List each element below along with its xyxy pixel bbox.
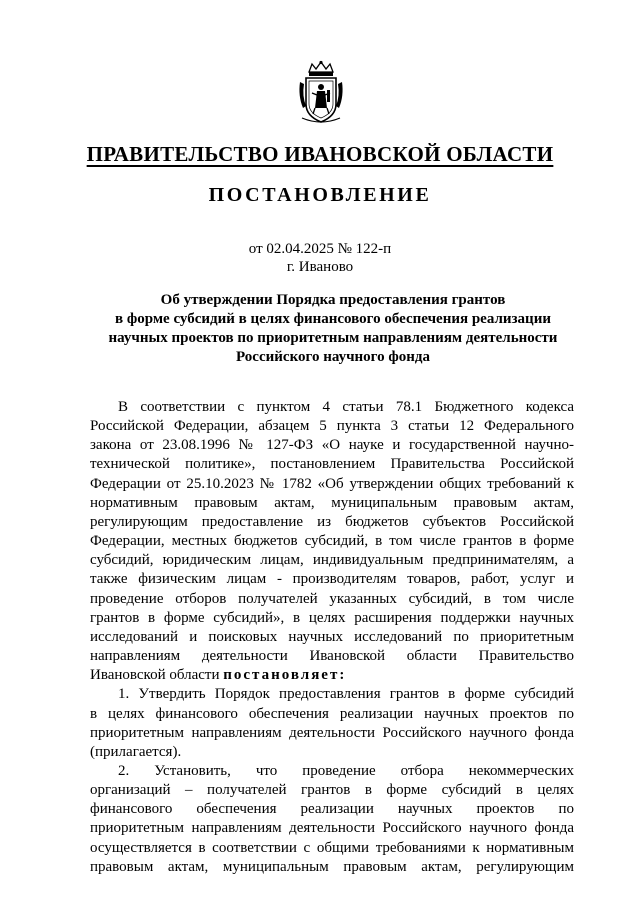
document-subject (90, 291, 576, 367)
item-2-line: приоритетным направлениям деятельности Российского научного фонда (90, 820, 574, 837)
body-line: грантов в форме субсидий», в целях расширения поддержки научных (90, 609, 574, 626)
item-1-line: в целях финансового обеспечения реализации научных проектов по (90, 705, 574, 722)
body-line: технической политике», постановлением Правительства Российской (90, 456, 574, 473)
document-date-number: от 02.04.2025 № 122-п (248, 241, 392, 257)
body-line (90, 666, 574, 685)
subject-line: Об утверждении Порядка предоставления грантов (160, 292, 506, 308)
item-1-line: 1. Утвердить Порядок предоставления грантов в форме субсидий (118, 686, 574, 703)
government-title: ПРАВИТЕЛЬСТВО ИВАНОВСКОЙ ОБЛАСТИ (86, 142, 554, 166)
item-2-line: организаций – получателей грантов в форме субсидий в целях (90, 782, 574, 799)
subject-line: Российского научного фонда (236, 349, 430, 365)
item-1-line: (прилагается). (90, 743, 182, 760)
body-line: Федерации от 25.10.2023 № 1782 «Об утверждении общих требований к (90, 475, 574, 492)
body-line: В соответствии с пунктом 4 статьи 78.1 Бюджетного кодекса (118, 399, 574, 415)
coat-of-arms-icon (298, 60, 344, 126)
body-line: проведение отборов получателей указанных субсидий, в том числе (90, 590, 574, 607)
body-line: направлениям деятельности Ивановской области Правительство (90, 648, 574, 665)
item-2-line: правовым актам, муниципальным правовым актам, регулирующим (90, 858, 574, 875)
body-text: Ивановской области (90, 667, 220, 684)
body-line: закона от 23.08.1996 № 127-ФЗ «О науке и государственной научно- (90, 437, 574, 454)
body-line: также физическим лицам - производителям товаров, работ, услуг и (90, 571, 574, 588)
body-line: Федерации, местных бюджетов субсидий, в том числе грантов в форме (90, 533, 574, 550)
document-city: г. Иваново (286, 259, 354, 275)
item-2-line: 2. Установить, что проведение отбора некоммерческих (118, 762, 574, 779)
item-2-line: финансового обеспечения реализации научных проектов по (90, 801, 574, 818)
body-line: нормативным правовым актам, муниципальным правовым актам, (90, 494, 574, 511)
body-line: регулирующим предоставление из бюджетов субъектов Российской (90, 513, 574, 530)
document-body (90, 398, 574, 877)
resolves-word: постановляет: (223, 667, 347, 684)
subject-line: научных проектов по приоритетным направлениям деятельности (108, 330, 558, 346)
item-1-line: приоритетным направлениям деятельности Российского научного фонда (90, 724, 574, 741)
document-type: ПОСТАНОВЛЕНИЕ (208, 184, 432, 206)
body-line: Российской Федерации, абзацем 5 пункта 3 статьи 12 Федерального (90, 418, 574, 435)
body-line: исследований и поисковых научных исследований по приоритетным (90, 628, 574, 645)
body-line: субсидий, юридическим лицам, индивидуальным предпринимателям, а (90, 552, 574, 569)
subject-line: в форме субсидий в целях финансового обеспечения реализации (114, 311, 551, 327)
item-2-line: осуществляется в соответствии с общими требованиями к нормативным (90, 839, 574, 856)
